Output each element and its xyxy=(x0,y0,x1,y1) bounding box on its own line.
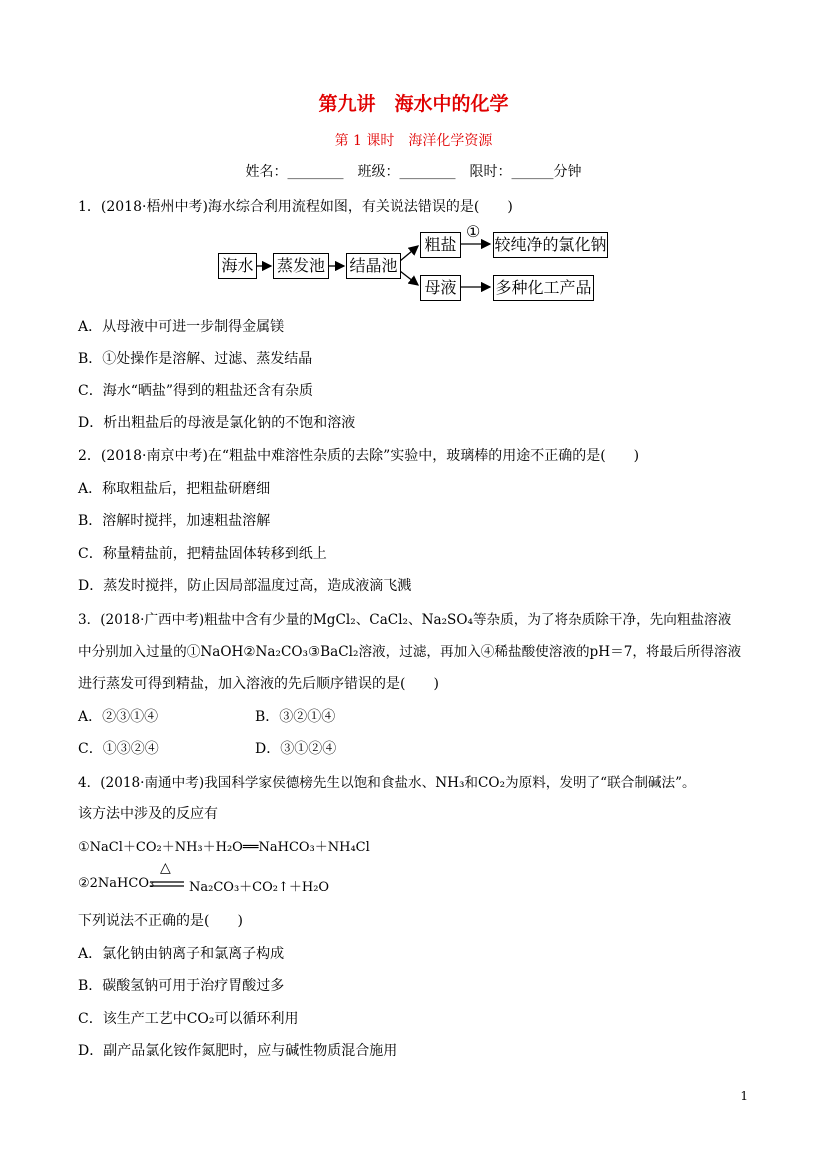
box-products: 多种化工产品 xyxy=(493,275,594,301)
box-muye: 母液 xyxy=(420,275,461,301)
box-cuyan: 粗盐 xyxy=(420,232,461,258)
page-title: 第九讲 海水中的化学 xyxy=(318,93,509,115)
q2-stem: 2．(2018·南京中考)在“粗盐中难溶性杂质的去除”实验中，玻璃棒的用途不正确的是( ) xyxy=(78,448,640,464)
box-jiejingchi: 结晶池 xyxy=(346,253,401,279)
q4-stem-line1: 4．(2018·南通中考)我国科学家侯德榜先生以饱和食盐水、NH₃和CO₂为原料，发明了“联合制碱法”。 xyxy=(78,775,696,791)
q2-option-c: C．称量精盐前，把精盐固体转移到纸上 xyxy=(78,546,327,562)
q4-equation-1: ①NaCl＋CO₂＋NH₃＋H₂O══NaHCO₃＋NH₄Cl xyxy=(78,840,370,855)
box-haishui: 海水 xyxy=(218,253,257,279)
q4-option-b: B．碳酸氢钠可用于治疗胃酸过多 xyxy=(78,978,285,994)
page-number: 1 xyxy=(740,1089,748,1103)
box-zhengfachi: 蒸发池 xyxy=(273,253,329,279)
q1-option-c: C．海水“晒盐”得到的粗盐还含有杂质 xyxy=(78,383,314,399)
q1-option-b: B．①处操作是溶解、过滤、蒸发结晶 xyxy=(78,351,313,367)
q4-option-a: A．氯化钠由钠离子和氯离子构成 xyxy=(78,946,285,962)
q3-option-d: D．③①②④ xyxy=(255,741,337,757)
q3-option-c: C．①③②④ xyxy=(78,741,159,757)
q3-option-b: B．③②①④ xyxy=(255,709,336,725)
q4-option-c: C．该生产工艺中CO₂可以循环利用 xyxy=(78,1011,299,1027)
q2-option-b: B．溶解时搅拌，加速粗盐溶解 xyxy=(78,513,271,529)
student-info-line: 姓名：________ 班级：________ 限时：______分钟 xyxy=(245,164,582,180)
eq2-heat-symbol: △ xyxy=(160,860,171,876)
q1-stem: 1．(2018·梧州中考)海水综合利用流程如图，有关说法错误的是( ) xyxy=(78,199,513,215)
q3-stem-line2: 中分别加入过量的①NaOH②Na₂CO₃③BaCl₂溶液，过滤，再加入④稀盐酸使溶液的pH＝7，将最后所得溶液 xyxy=(78,644,742,660)
q1-option-d: D．析出粗盐后的母液是氯化钠的不饱和溶液 xyxy=(78,415,356,431)
lesson-subtitle: 第 1 课时 海洋化学资源 xyxy=(334,133,493,149)
q2-option-a: A．称取粗盐后，把粗盐研磨细 xyxy=(78,481,271,497)
q3-option-a: A．②③①④ xyxy=(78,709,159,725)
box-nacl: 较纯净的氯化钠 xyxy=(493,232,608,258)
eq2-double-line xyxy=(150,880,186,888)
q4-option-d: D．副产品氯化铵作氮肥时，应与碱性物质混合施用 xyxy=(78,1043,398,1059)
step-1-label: ① xyxy=(466,222,481,241)
q3-stem-line1: 3．(2018·广西中考)粗盐中含有少量的MgCl₂、CaCl₂、Na₂SO₄等杂质，为了将杂质除干净，先向粗盐溶液 xyxy=(78,612,732,628)
q2-option-d: D．蒸发时搅拌，防止因局部温度过高，造成液滴飞溅 xyxy=(78,578,412,594)
q1-option-a: A．从母液中可进一步制得金属镁 xyxy=(78,319,285,335)
q4-question: 下列说法不正确的是( ) xyxy=(78,913,243,929)
q4-stem-line2: 该方法中涉及的反应有 xyxy=(78,806,218,822)
q3-stem-line3: 进行蒸发可得到精盐，加入溶液的先后顺序错误的是( ) xyxy=(78,676,439,692)
eq2-products: Na₂CO₃＋CO₂↑＋H₂O xyxy=(189,880,330,895)
eq2-reactant: ②2NaHCO₃ xyxy=(78,876,155,891)
flow-arrows xyxy=(0,0,827,320)
